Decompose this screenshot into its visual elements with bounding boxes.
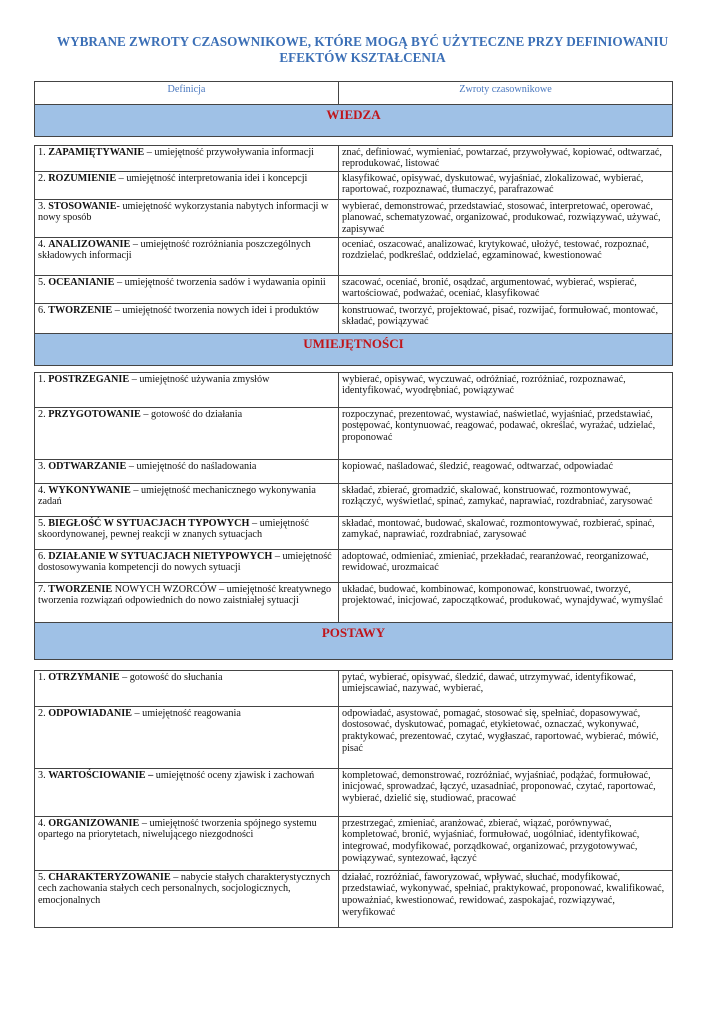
term-definition: – umiejętność dostosowywania kompetencji do nowych sytuacji	[38, 550, 332, 574]
term-name: ORGANIZOWANIE	[48, 817, 140, 829]
verb-phrases-cell: wybierać, demonstrować, przedstawiać, stosować, interpretować, operować, planować, schematyzować, organizować, produkować, rozwiązywać, używać, zapisywać	[339, 199, 673, 237]
row-number: 4.	[38, 484, 49, 496]
term-name: BIEGŁOŚĆ W SYTUACJACH TYPOWYCH	[48, 517, 250, 529]
row-number: 1.	[38, 146, 49, 158]
term-name: OTRZYMANIE	[48, 671, 120, 683]
definition-cell	[35, 459, 339, 483]
term-name: STOSOWANIE	[48, 200, 117, 212]
header-definition: Definicja	[35, 82, 339, 105]
row-number: 4.	[38, 238, 49, 250]
term-name: ZAPAMIĘTYWANIE	[48, 146, 145, 158]
section-row	[35, 104, 673, 136]
definition-cell	[35, 483, 339, 516]
table-row	[35, 816, 673, 870]
section-row	[35, 333, 673, 365]
row-number: 7.	[38, 583, 49, 595]
term-definition: – umiejętność przywoływania informacji	[144, 146, 314, 158]
definition-cell	[35, 816, 339, 870]
table-row	[35, 582, 673, 622]
term-definition: – umiejętność do naśladowania	[126, 460, 257, 472]
table-row	[35, 303, 673, 333]
gap-cell	[35, 365, 673, 372]
page-title	[20, 34, 705, 66]
definition-cell	[35, 237, 339, 275]
table-row	[35, 459, 673, 483]
row-number: 2.	[38, 408, 49, 420]
table-row	[35, 768, 673, 816]
table-row	[35, 670, 673, 706]
definition-cell	[35, 870, 339, 927]
definition-cell	[35, 303, 339, 333]
term-name: ROZUMIENIE	[48, 172, 117, 184]
row-number: 1.	[38, 373, 49, 385]
gap-cell	[35, 659, 673, 670]
table-row	[35, 516, 673, 549]
title-line-2: EFEKTÓW KSZTAŁCENIA	[279, 50, 446, 65]
definition-cell	[35, 275, 339, 303]
row-number: 6.	[38, 304, 49, 316]
term-name: WYKONYWANIE	[48, 484, 131, 496]
verb-phrases-cell: odpowiadać, asystować, pomagać, stosować się, spełniać, dopasowywać, dostosować, dyskutować, pomagać, etykietować, oznaczać, wykonywać, praktykować, prezentować, czytać, wygłaszać, raportować, wybierać, mówić, pisać	[339, 706, 673, 768]
row-number: 5.	[38, 276, 49, 288]
term-definition: – umiejętność tworzenia spójnego systemu opartego na priorytetach, niwelującego niezgodności	[38, 817, 317, 841]
verb-phrases-cell: oceniać, oszacować, analizować, krytykować, ułożyć, testować, rozpoznać, rozdzielać, podkreślać, oddzielać, egzaminować, kwestionować	[339, 237, 673, 275]
verb-phrases-cell: składać, montować, budować, skalować, rozmontowywać, rozbierać, spinać, zamykać, naprawiać, rozdrabniać, zarysować	[339, 516, 673, 549]
header-verb-phrases: Zwroty czasownikowe	[339, 82, 673, 105]
term-name: DZIAŁANIE W SYTUACJACH NIETYPOWYCH	[48, 550, 273, 562]
definition-cell	[35, 768, 339, 816]
table-row	[35, 372, 673, 407]
table-row	[35, 145, 673, 171]
verb-phrases-cell: pytać, wybierać, opisywać, śledzić, dawać, utrzymywać, identyfikować, umiejscawiać, nazywać, wybierać,	[339, 670, 673, 706]
table-header-row	[35, 82, 673, 105]
section-gap	[35, 365, 673, 372]
term-name: CHARAKTERYZOWANIE	[48, 871, 171, 883]
verb-phrases-cell: działać, rozróżniać, faworyzować, wpływać, słuchać, modyfikować, przedstawiać, wykonywać, spełniać, praktykować, proponować, kwalifikować, upoważniać, kwestionować, rewidować, zaspokajać, rozwiązywać, weryfikować	[339, 870, 673, 927]
table-row	[35, 275, 673, 303]
term-name: OCEANIANIE	[48, 276, 115, 288]
verbs-table-container	[34, 81, 672, 928]
term-definition: – gotowość do słuchania	[119, 671, 223, 683]
term-definition: – umiejętność skoordynowanej, pewnej reakcji w znanych sytuacjach	[38, 517, 309, 541]
row-number: 4.	[38, 817, 49, 829]
definition-cell	[35, 171, 339, 199]
row-number: 5.	[38, 517, 49, 529]
term-name: PRZYGOTOWANIE	[48, 408, 141, 420]
verb-phrases-cell: adoptować, odmieniać, zmieniać, przekładać, rearanżować, reorganizować, rewidować, urozmaicać	[339, 549, 673, 582]
definition-cell	[35, 582, 339, 622]
term-name: ANALIZOWANIE	[48, 238, 131, 250]
term-definition: – umiejętność rozróżniania poszczególnych składowych informacji	[38, 238, 311, 262]
table-row	[35, 237, 673, 275]
row-number: 3.	[38, 769, 49, 781]
gap-cell	[35, 136, 673, 145]
table-row	[35, 171, 673, 199]
definition-cell	[35, 670, 339, 706]
term-definition: – umiejętność używania zmysłów	[129, 373, 270, 385]
definition-cell	[35, 199, 339, 237]
row-number: 6.	[38, 550, 49, 562]
definition-cell	[35, 549, 339, 582]
table-row	[35, 870, 673, 927]
section-row	[35, 622, 673, 659]
table-row	[35, 483, 673, 516]
definition-cell	[35, 516, 339, 549]
term-definition: – umiejętność tworzenia sadów i wydawania opinii	[114, 276, 326, 288]
definition-cell	[35, 706, 339, 768]
row-number: 1.	[38, 671, 49, 683]
definition-cell	[35, 372, 339, 407]
table-row	[35, 706, 673, 768]
row-number: 5.	[38, 871, 49, 883]
term-name: TWORZENIE	[48, 304, 113, 316]
definition-cell	[35, 145, 339, 171]
term-definition: – umiejętność reagowania	[131, 707, 241, 719]
verb-phrases-cell: rozpoczynać, prezentować, wystawiać, naświetlać, wyjaśniać, przedstawiać, postępować, kontynuować, reagować, podawać, określać, wyrażać, udzielać, proponować	[339, 407, 673, 459]
section-heading: WIEDZA	[35, 104, 673, 136]
section-heading: POSTAWY	[35, 622, 673, 659]
term-definition: NOWYCH WZORCÓW – umiejętność kreatywnego tworzenia rozwiązań odpowiednich do nowo zaistniałej sytuacji	[38, 583, 332, 607]
table-row	[35, 549, 673, 582]
verb-phrases-cell: składać, zbierać, gromadzić, skalować, konstruować, rozmontowywać, rozłączyć, wyświetlać, spinać, zamykać, naprawiać, rozdrabniać, zarysować	[339, 483, 673, 516]
verbs-table	[34, 81, 673, 928]
verb-phrases-cell: przestrzegać, zmieniać, aranżować, zbierać, wiązać, porównywać, kompletować, bronić, wyjaśniać, formułować, uogólniać, identyfikować, integrować, modyfikować, porządkować, organizować, przygotowywać, powiązywać, syntezować, łączyć	[339, 816, 673, 870]
table-row	[35, 199, 673, 237]
term-name: WARTOŚCIOWANIE –	[48, 769, 154, 781]
verb-phrases-cell: kompletować, demonstrować, rozróżniać, wyjaśniać, podążać, formułować, inicjować, sprowadzać, łączyć, uzasadniać, proponować, czytać, raportować, wybierać, dzielić się, studiować, pracować	[339, 768, 673, 816]
term-name: POSTRZEGANIE	[48, 373, 130, 385]
verb-phrases-cell: konstruować, tworzyć, projektować, pisać, rozwijać, formułować, montować, składać, powiązywać	[339, 303, 673, 333]
term-definition: – gotowość do działania	[140, 408, 243, 420]
table-row	[35, 407, 673, 459]
term-definition: – nabycie stałych charakterystycznych cech zachowania stałych cech personalnych, socjologicznych, emocjonalnych	[38, 871, 331, 906]
verb-phrases-cell: klasyfikować, opisywać, dyskutować, wyjaśniać, zlokalizować, wybierać, raportować, rozpoznawać, tłumaczyć, parafrazować	[339, 171, 673, 199]
term-definition: – umiejętność tworzenia nowych idei i produktów	[112, 304, 319, 316]
term-definition: – umiejętność interpretowania idei i koncepcji	[116, 172, 308, 184]
verb-phrases-cell: szacować, oceniać, bronić, osądzać, argumentować, wybierać, wspierać, wartościować, podważać, oceniać, klasyfikować	[339, 275, 673, 303]
term-definition: - umiejętność wykorzystania nabytych informacji w nowy sposób	[38, 200, 329, 224]
row-number: 3.	[38, 200, 49, 212]
term-name: TWORZENIE	[48, 583, 113, 595]
section-heading: UMIEJĘTNOŚCI	[35, 333, 673, 365]
row-number: 2.	[38, 707, 49, 719]
term-definition: umiejętność oceny zjawisk i zachowań	[153, 769, 315, 781]
definition-cell	[35, 407, 339, 459]
row-number: 2.	[38, 172, 49, 184]
section-gap	[35, 659, 673, 670]
verb-phrases-cell: kopiować, naśladować, śledzić, reagować, odtwarzać, odpowiadać	[339, 459, 673, 483]
verb-phrases-cell: układać, budować, kombinować, komponować, konstruować, tworzyć, projektować, inicjować, zapoczątkować, produkować, wynajdywać, wymyślać	[339, 582, 673, 622]
row-number: 3.	[38, 460, 49, 472]
section-gap	[35, 136, 673, 145]
title-line-1: WYBRANE ZWROTY CZASOWNIKOWE, KTÓRE MOGĄ BYĆ UŻYTECZNE PRZY DEFINIOWANIU	[56, 34, 669, 49]
term-definition: – umiejętność mechanicznego wykonywania zadań	[38, 484, 316, 508]
term-name: ODTWARZANIE	[48, 460, 127, 472]
verb-phrases-cell: znać, definiować, wymieniać, powtarzać, przywoływać, kopiować, odtwarzać, reprodukować, listować	[339, 145, 673, 171]
term-name: ODPOWIADANIE	[48, 707, 132, 719]
verb-phrases-cell: wybierać, opisywać, wyczuwać, odróżniać, rozróżniać, rozpoznawać, identyfikować, wyodrębniać, powiązywać	[339, 372, 673, 407]
